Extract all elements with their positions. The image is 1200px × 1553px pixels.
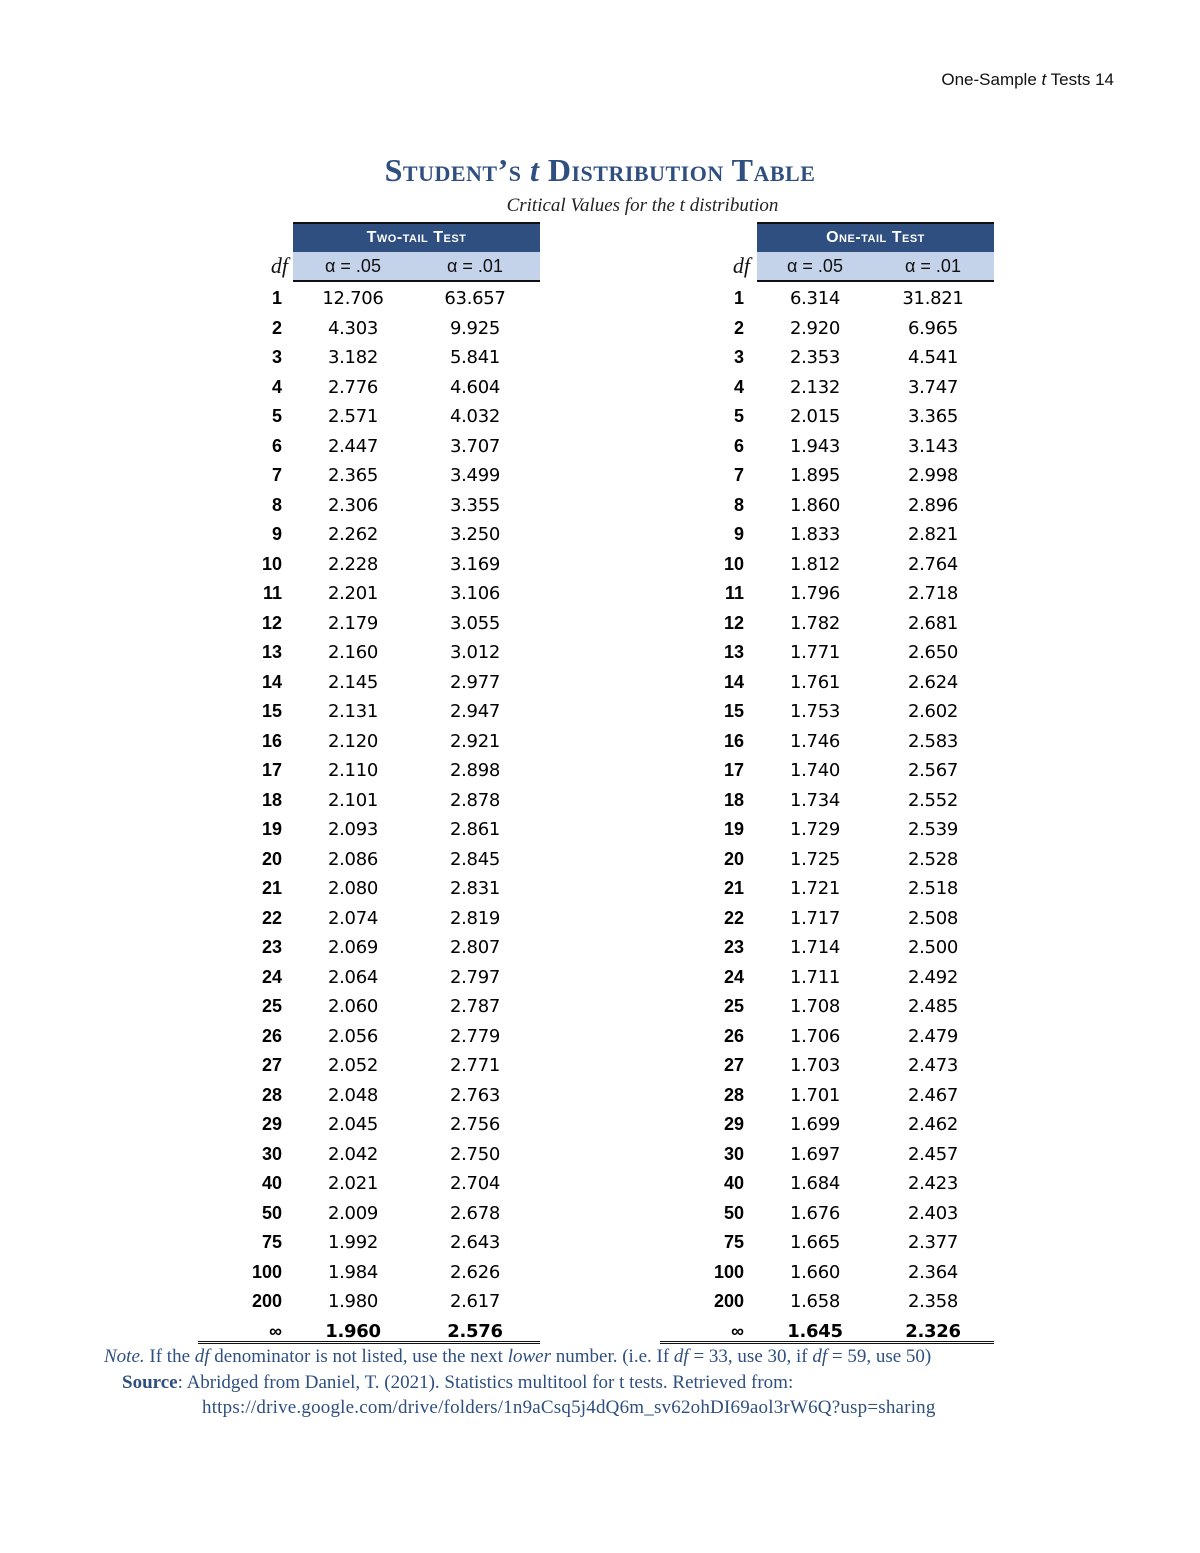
alpha-05-value: 1.729 [789,819,841,840]
df-cell: 14 [723,671,744,692]
df-cell: 15 [723,701,744,721]
df-cell: 7 [733,465,744,485]
alpha-05-value: 2.160 [327,642,379,663]
df-cell: 24 [261,966,282,987]
alpha-05-value: 2.110 [327,760,379,781]
alpha-05-value: 1.761 [789,671,841,693]
table-bottom-rule [198,1341,540,1344]
df-cell: 30 [723,1143,744,1164]
alpha-05-value: 2.021 [327,1173,379,1194]
df-cell: 2 [271,317,282,338]
alpha-05-value: 6.314 [789,288,841,309]
df-cell: 16 [723,730,744,751]
df-cell: 2 [733,317,744,338]
source-citation: Source: Abridged from Daniel, T. (2021). Statistics multitool for t tests. Retrieved from: [122,1372,794,1393]
alpha-01-value: 2.718 [907,583,959,604]
alpha-05-value: 2.064 [327,966,379,988]
alpha-01-value: 2.998 [907,465,959,486]
alpha-01-value: 2.779 [449,1025,501,1047]
df-cell: 8 [733,494,744,515]
alpha-01-value: 2.807 [449,937,501,958]
df-cell: 27 [723,1055,744,1075]
df-cell: 27 [261,1055,282,1075]
df-cell: 13 [261,642,282,662]
alpha-01-value: 2.602 [907,701,959,722]
alpha-05-value: 2.042 [327,1143,379,1165]
alpha-05-value: 2.571 [327,406,379,427]
alpha-01-value: 2.750 [449,1143,501,1165]
df-cell: 13 [723,642,744,662]
alpha-01-value: 2.643 [449,1232,501,1253]
alpha-05-value: 1.703 [789,1055,841,1076]
alpha-01-value: 3.106 [449,583,501,604]
alpha-01-value: 4.604 [449,376,501,398]
subtitle: Critical Values for the t distribution [506,195,779,216]
alpha-05-value: 2.262 [327,524,379,545]
alpha-05-value: 2.179 [327,612,379,634]
alpha-05-value: 2.776 [327,376,379,398]
alpha-01-value: 2.678 [449,1202,501,1224]
alpha-01-value: 2.947 [449,701,501,722]
alpha-01-value: 2.518 [907,878,959,899]
alpha-05-header: α = .05 [787,256,843,276]
source-link[interactable]: https://drive.google.com/drive/folders/1n9aCsq5j4dQ6m_sv62ohDI69aol3rW6Q?usp=sharing [202,1397,936,1418]
df-cell: 100 [713,1261,744,1282]
alpha-01-value: 2.650 [907,642,959,663]
alpha-01-value: 2.681 [907,612,959,634]
alpha-05-value: 2.052 [327,1055,379,1076]
df-cell: 25 [723,996,744,1016]
two-tail-banner: Two-tail Test [293,222,540,252]
df-cell: 28 [261,1084,282,1105]
alpha-05-value: 2.093 [327,819,379,840]
df-cell: 17 [723,760,744,780]
alpha-05-value: 1.711 [789,966,841,988]
alpha-05-value: 2.120 [327,730,379,752]
df-cell: 19 [723,819,744,839]
alpha-01-value: 2.771 [449,1055,501,1076]
df-cell: 200 [713,1291,744,1311]
df-cell: 10 [261,553,282,574]
alpha-01-value: 3.169 [449,553,501,575]
alpha-05-value: 2.069 [327,937,379,958]
alpha-01-value: 2.479 [907,1025,959,1047]
alpha-05-value: 4.303 [327,317,379,339]
alpha-01-value: 5.841 [449,347,501,368]
alpha-05-value: 1.740 [789,760,841,781]
alpha-01-value: 3.499 [449,465,501,486]
alpha-01-value: 2.473 [907,1055,959,1076]
alpha-05-value: 2.074 [327,907,379,929]
df-cell: 3 [733,347,744,367]
alpha-01-value: 2.508 [907,907,959,929]
alpha-05-value: 1.753 [789,701,841,722]
alpha-01-value: 2.831 [449,878,501,899]
alpha-01-value: 2.567 [907,760,959,781]
alpha-01-value: 2.821 [907,524,959,545]
alpha-05-value: 2.015 [789,406,841,427]
alpha-01-value: 2.403 [907,1202,959,1224]
df-header: df [732,253,750,278]
alpha-01-value: 6.965 [907,317,959,339]
alpha-05-value: 2.048 [327,1084,379,1106]
alpha-05-value: 1.660 [789,1261,841,1283]
alpha-01-value: 2.819 [449,907,501,929]
alpha-01-value: 2.492 [907,966,959,988]
alpha-05-header: α = .05 [325,256,381,276]
alpha-01-value: 63.657 [444,288,506,309]
alpha-05-value: 1.782 [789,612,841,634]
df-cell: 10 [723,553,744,574]
df-cell: 6 [271,435,282,456]
alpha-05-value: 2.306 [327,494,379,516]
df-cell: 5 [271,406,282,426]
df-cell: 75 [723,1232,744,1252]
alpha-05-value: 1.658 [789,1291,841,1312]
alpha-05-value: 1.895 [789,465,841,486]
alpha-05-value: 2.101 [327,789,379,811]
df-cell: 15 [261,701,282,721]
alpha-01-value: 2.457 [907,1143,959,1165]
alpha-05-value: 1.701 [789,1084,841,1106]
alpha-05-value: 1.943 [789,435,841,457]
df-cell: 29 [261,1114,282,1134]
df-cell: 4 [733,376,744,397]
alpha-01-value: 2.763 [449,1084,501,1106]
df-cell: 5 [733,406,744,426]
alpha-05-value: 2.056 [327,1025,379,1047]
df-cell: 19 [261,819,282,839]
alpha-01-value: 3.355 [449,494,501,516]
df-cell: 3 [271,347,282,367]
df-cell: 29 [723,1114,744,1134]
alpha-01-value: 4.032 [449,406,501,427]
alpha-05-value: 1.697 [789,1143,841,1165]
alpha-05-value: 1.960 [325,1320,381,1342]
alpha-01-value: 2.528 [907,848,959,870]
alpha-05-value: 2.045 [327,1114,379,1135]
df-cell: ∞ [731,1320,744,1341]
alpha-05-value: 1.706 [789,1025,841,1047]
page-title: Student’s t Distribution Table [384,152,816,188]
alpha-05-value: 2.145 [327,671,379,693]
alpha-05-value: 1.665 [789,1232,841,1253]
alpha-01-value: 2.583 [907,730,959,752]
df-cell: 7 [271,465,282,485]
alpha-05-value: 2.447 [327,435,379,457]
alpha-01-value: 2.576 [447,1320,503,1342]
alpha-01-value: 2.462 [907,1114,959,1135]
df-cell: 23 [261,937,282,957]
alpha-05-value: 2.009 [327,1202,379,1224]
alpha-01-value: 2.896 [907,494,959,516]
df-cell: 50 [261,1202,282,1223]
alpha-01-value: 2.617 [449,1291,501,1312]
alpha-05-value: 1.721 [789,878,841,899]
alpha-05-value: 1.708 [789,996,841,1017]
alpha-05-value: 1.645 [787,1320,843,1342]
df-cell: 22 [261,907,282,928]
alpha-01-value: 2.500 [907,937,959,958]
df-cell: 20 [723,848,744,869]
alpha-01-value: 2.845 [449,848,501,870]
df-cell: 20 [261,848,282,869]
df-header: df [270,253,288,278]
alpha-05-value: 2.201 [327,583,379,604]
df-cell: 50 [723,1202,744,1223]
df-cell: 14 [261,671,282,692]
df-cell: 75 [261,1232,282,1252]
alpha-05-value: 2.131 [327,701,379,722]
alpha-01-value: 3.012 [449,642,501,663]
alpha-05-value: 1.992 [327,1232,379,1253]
alpha-01-value: 4.541 [907,347,959,368]
df-cell: 11 [724,583,744,603]
alpha-header-row [757,252,994,282]
alpha-01-header: α = .01 [905,256,961,276]
df-cell: 40 [723,1173,744,1193]
alpha-01-value: 2.423 [907,1173,959,1194]
alpha-05-value: 2.228 [327,553,379,575]
table-bottom-rule [660,1341,994,1344]
table-note: Note. If the df denominator is not listed, use the next lower number. (i.e. If df = 33, use 30, if df = 59, use 50) [104,1346,932,1367]
df-cell: 6 [733,435,744,456]
df-cell: 16 [261,730,282,751]
alpha-05-value: 2.080 [327,878,379,899]
df-cell: 1 [733,288,744,308]
alpha-01-value: 2.756 [449,1114,501,1135]
df-cell: 21 [723,878,744,898]
alpha-05-value: 1.714 [789,937,841,958]
alpha-01-value: 2.626 [449,1261,501,1283]
df-cell: 22 [723,907,744,928]
alpha-01-value: 2.861 [449,819,501,840]
alpha-05-value: 1.771 [789,642,841,663]
alpha-01-value: 2.764 [907,553,959,575]
df-cell: 26 [261,1025,282,1046]
df-cell: 40 [261,1173,282,1193]
df-cell: 11 [262,583,282,603]
running-header: One-Sample t Tests 14 [941,70,1114,89]
alpha-05-value: 1.725 [789,848,841,870]
alpha-05-value: 1.734 [789,789,841,811]
df-cell: 18 [261,789,282,810]
alpha-01-value: 2.797 [449,966,501,988]
alpha-01-header: α = .01 [447,256,503,276]
alpha-05-value: 1.796 [789,583,841,604]
alpha-01-value: 2.704 [449,1173,501,1194]
alpha-01-value: 2.358 [907,1291,959,1312]
alpha-01-value: 2.921 [449,730,501,752]
alpha-01-value: 2.977 [449,671,501,693]
df-cell: 100 [251,1261,282,1282]
alpha-05-value: 1.812 [789,553,841,575]
df-cell: 9 [271,524,282,544]
alpha-01-value: 3.747 [907,376,959,398]
df-cell: 17 [261,760,282,780]
df-cell: 26 [723,1025,744,1046]
alpha-01-value: 2.364 [907,1261,959,1283]
df-cell: 9 [733,524,744,544]
alpha-05-value: 2.132 [789,376,841,398]
alpha-05-value: 1.717 [789,907,841,929]
df-cell: 200 [251,1291,282,1311]
alpha-01-value: 2.898 [449,760,501,781]
alpha-05-value: 1.684 [789,1173,841,1194]
alpha-05-value: 1.860 [789,494,841,516]
alpha-05-value: 12.706 [322,288,384,309]
df-cell: 30 [261,1143,282,1164]
alpha-05-value: 1.676 [789,1202,841,1224]
df-cell: 18 [723,789,744,810]
df-cell: 21 [261,878,282,898]
alpha-01-value: 2.787 [449,996,501,1017]
alpha-05-value: 1.746 [789,730,841,752]
alpha-01-value: 2.467 [907,1084,959,1106]
alpha-header-row [293,252,540,282]
alpha-01-value: 9.925 [449,317,501,339]
alpha-05-value: 1.984 [327,1261,379,1283]
alpha-01-value: 3.055 [449,612,501,634]
alpha-05-value: 2.365 [327,465,379,486]
df-cell: 23 [723,937,744,957]
df-cell: 24 [723,966,744,987]
df-cell: 12 [723,612,744,633]
alpha-01-value: 2.878 [449,789,501,811]
alpha-05-value: 1.833 [789,524,841,545]
alpha-01-value: 3.707 [449,435,501,457]
df-cell: 25 [261,996,282,1016]
alpha-01-value: 3.143 [907,435,959,457]
alpha-05-value: 2.353 [789,347,841,368]
df-cell: 28 [723,1084,744,1105]
df-cell: 4 [271,376,282,397]
alpha-05-value: 2.086 [327,848,379,870]
df-cell: ∞ [269,1320,282,1341]
df-cell: 12 [261,612,282,633]
df-cell: 1 [271,288,282,308]
one-tail-banner: One-tail Test [757,222,994,252]
alpha-05-value: 2.060 [327,996,379,1017]
alpha-01-value: 2.552 [907,789,959,811]
alpha-05-value: 1.980 [327,1291,379,1312]
alpha-01-value: 2.539 [907,819,959,840]
alpha-01-value: 3.250 [449,524,501,545]
alpha-01-value: 2.377 [907,1232,959,1253]
alpha-05-value: 2.920 [789,317,841,339]
df-cell: 8 [271,494,282,515]
alpha-01-value: 2.624 [907,671,959,693]
alpha-01-value: 31.821 [902,288,964,309]
alpha-01-value: 3.365 [907,406,959,427]
alpha-01-value: 2.326 [905,1320,961,1342]
alpha-05-value: 1.699 [789,1114,841,1135]
alpha-05-value: 3.182 [327,347,379,368]
alpha-01-value: 2.485 [907,996,959,1017]
